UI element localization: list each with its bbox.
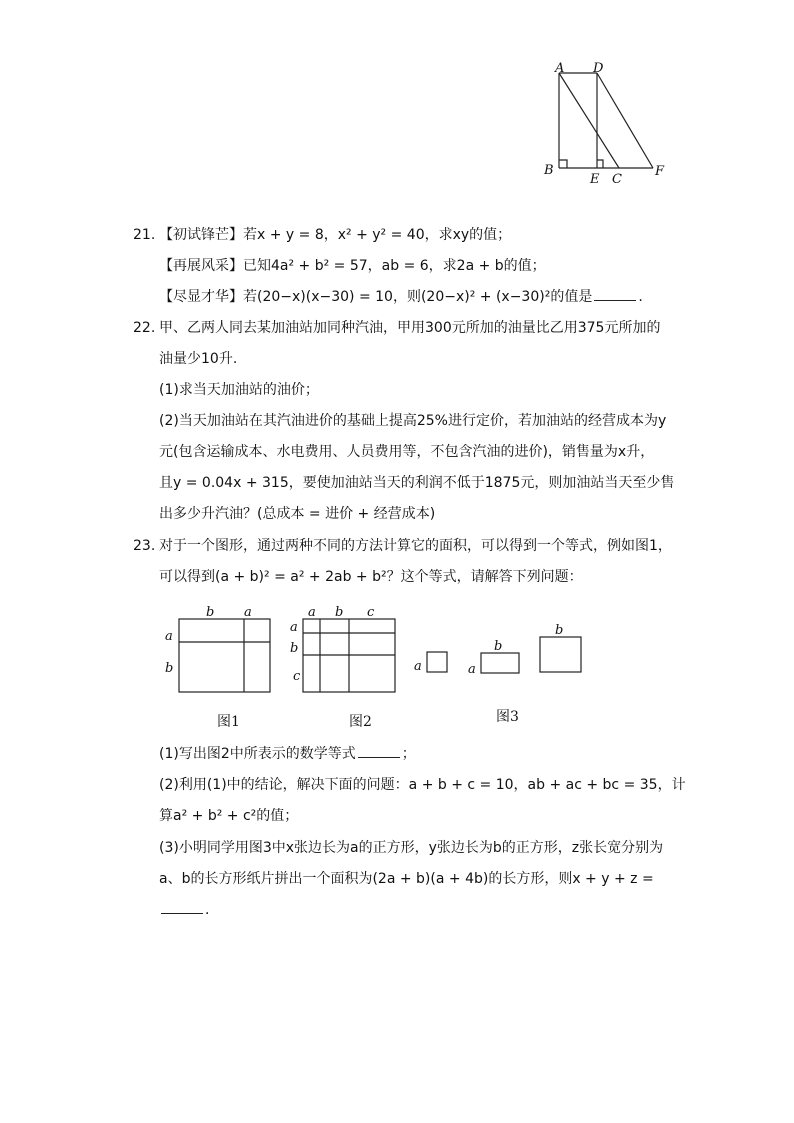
q23-sub1-text: (1)写出图2中所表示的数学等式: [159, 746, 356, 762]
q23-line2: 可以得到(a + b)² = a² + 2ab + b²？这个等式，请解答下列问题：: [159, 569, 583, 585]
q23-sub2-line2: 算a² + b² + c²的值；: [159, 808, 299, 824]
figure-1: [179, 619, 270, 692]
q21-part2-tag: 【再展风采】: [159, 258, 243, 274]
q22-sub2-line1: (2)当天加油站在其汽油进价的基础上提高25%进行定价，若加油站的经营成本为y: [159, 413, 667, 429]
fig2-left-a: a: [290, 620, 298, 635]
label-c: C: [612, 172, 622, 183]
q22-sub2-line4: 出多少升汽油？(总成本 = 进价 + 经营成本): [159, 506, 436, 522]
q23-text1: 对于一个图形，通过两种不同的方法计算它的面积，可以得到一个等式，例如图1，: [159, 538, 672, 554]
q21-part3-text: 若(20−x)(x−30) = 10，则(20−x)² + (x−30)²的值是: [243, 289, 593, 305]
fig2-left-c: c: [293, 669, 301, 684]
label-f: F: [655, 164, 665, 179]
q21-part1-tag: 【初试锋芒】: [159, 227, 243, 243]
q21-part3-end: .: [638, 289, 643, 305]
fig1-left-b: b: [165, 661, 174, 676]
answer-blank: [594, 288, 636, 301]
q23-sub2-line1: (2)利用(1)中的结论，解决下面的问题：a + b + c = 10，ab + ac + bc = 35，计: [159, 777, 686, 793]
q23-sub3-line2: a、b的长方形纸片拼出一个面积为(2a + b)(a + 4b)的长方形，则x + y + z =: [159, 871, 654, 887]
label-a: A: [555, 61, 565, 76]
q23-sub1: [159, 744, 416, 764]
q23-number: 23.: [133, 538, 156, 554]
fig2-top-b: b: [335, 605, 344, 620]
q22-sub2-line2: 元(包含运输成本、水电费用、人员费用等，不包含汽油的进价)，销售量为x升，: [159, 444, 655, 460]
q23-sub3-line3: [159, 900, 209, 920]
figure-3: [427, 637, 581, 673]
fig1-top-a: a: [244, 605, 252, 620]
q22-number: 22.: [133, 320, 156, 336]
fig1-top-b: b: [206, 605, 215, 620]
geometry-figure-abcdef: [535, 58, 675, 183]
fig1-caption: 图1: [217, 714, 240, 730]
q22-text1: 甲、乙两人同去某加油站加同种汽油，甲用300元所加的油量比乙用375元所加的: [159, 320, 661, 336]
figure-2: [303, 619, 395, 692]
right-angle-b: [559, 160, 567, 168]
answer-blank: [161, 901, 203, 914]
q23-line1: [133, 536, 672, 556]
q22-sub2-line3: 且y = 0.04x + 315，要使加油站当天的利润不低于1875元，则加油站当天至少售: [159, 475, 675, 491]
label-e: E: [590, 172, 600, 183]
q21-part3-tag: 【尽显才华】: [159, 289, 243, 305]
q23-sub3-end: .: [205, 902, 210, 918]
fig3-rect-b-label: b: [494, 639, 503, 654]
fig2-caption: 图2: [349, 714, 372, 730]
q21-line1: [133, 225, 511, 245]
q22-sub1: (1)求当天加油站的油价；: [159, 382, 319, 398]
fig2-top-c: c: [367, 605, 375, 620]
right-angle-e: [597, 160, 603, 168]
answer-blank: [358, 745, 400, 758]
q22-line1: [133, 318, 660, 338]
fig3-rect-a-label: a: [468, 662, 476, 677]
label-b: B: [544, 163, 554, 178]
fig3-square-b-label: b: [555, 623, 564, 638]
fig3-caption: 图3: [496, 709, 519, 725]
label-d: D: [593, 61, 604, 76]
segment-ac: [559, 73, 619, 168]
q23-sub1-end: ；: [401, 746, 416, 762]
q21-number: 21.: [133, 227, 156, 243]
q21-part2-text: 已知4a² + b² = 57，ab = 6，求2a + b的值；: [243, 258, 546, 274]
fig2-top-a: a: [308, 605, 316, 620]
q21-part1-text: 若x + y = 8，x² + y² = 40，求xy的值；: [243, 227, 512, 243]
q23-sub3-line1: (3)小明同学用图3中x张边长为a的正方形，y张边长为b的正方形，z张长宽分别为: [159, 840, 664, 856]
q22-line2: 油量少10升.: [159, 351, 238, 367]
fig3-square-a-label: a: [414, 659, 422, 674]
segment-df: [597, 73, 653, 168]
fig1-left-a: a: [165, 629, 173, 644]
q21-line2: [159, 256, 546, 276]
q21-line3: [159, 287, 643, 307]
fig2-left-b: b: [290, 641, 299, 656]
